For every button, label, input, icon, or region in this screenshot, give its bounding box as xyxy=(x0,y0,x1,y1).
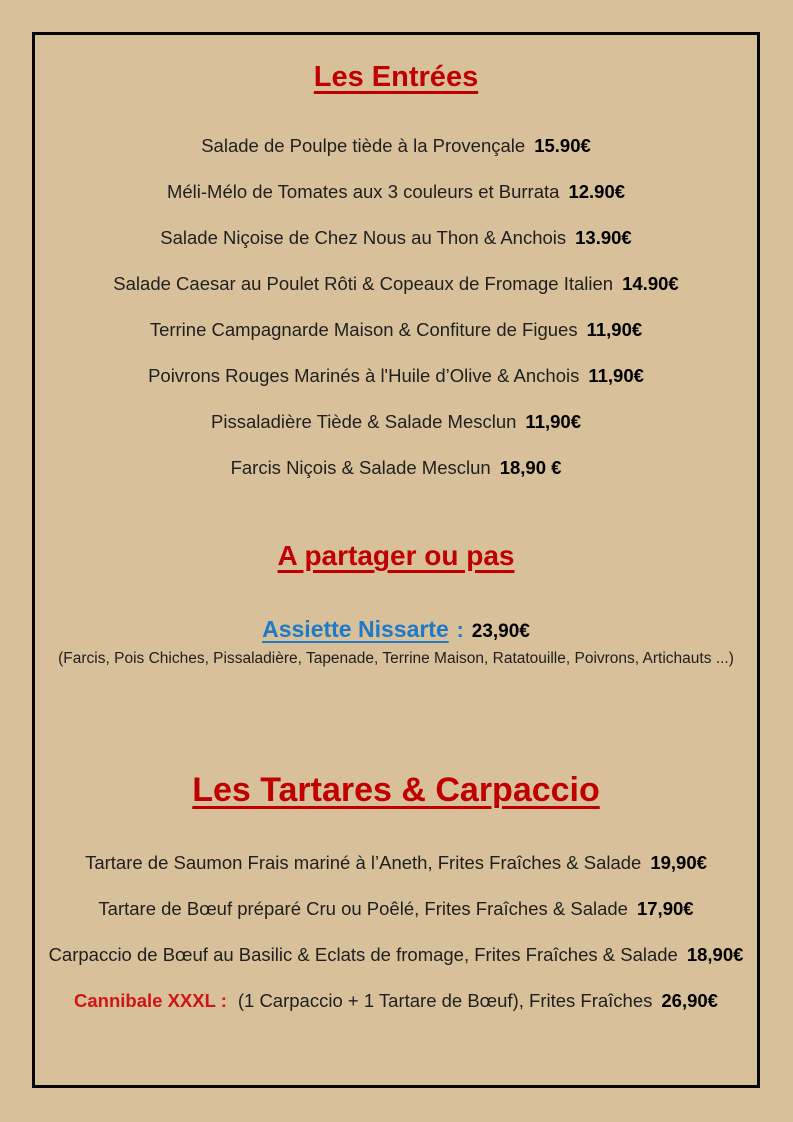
dish-name: Farcis Niçois & Salade Mesclun xyxy=(230,456,491,478)
dish-name: Salade de Poulpe tiède à la Provençale xyxy=(201,134,526,156)
dish-name: (1 Carpaccio + 1 Tartare de Bœuf), Frites Fraîches xyxy=(237,989,653,1011)
section-title-entrees: Les Entrées xyxy=(313,61,479,93)
dish-name: Terrine Campagnarde Maison & Confiture de Figues xyxy=(149,318,578,340)
dish-price: 18,90 € xyxy=(499,456,562,478)
assiette-nissarte-description: (Farcis, Pois Chiches, Pissaladière, Tapenade, Terrine Maison, Ratatouille, Poivrons, Artichauts ...) xyxy=(58,650,734,668)
dish-price: 23,90€ xyxy=(471,621,530,643)
dish-price: 11,90€ xyxy=(586,318,643,340)
dish-name: Salade Caesar au Poulet Rôti & Copeaux de Fromage Italien xyxy=(113,272,614,294)
menu-item-cannibale xyxy=(35,978,757,1024)
menu-item xyxy=(35,307,757,353)
dish-price: 17,90€ xyxy=(636,897,694,919)
dish-price: 14.90€ xyxy=(622,272,679,294)
menu-item xyxy=(35,445,757,491)
dish-price: 18,90€ xyxy=(686,943,744,965)
dish-name: Poivrons Rouges Marinés à l'Huile d’Olive & Anchois xyxy=(148,364,580,386)
dish-name: Méli-Mélo de Tomates aux 3 couleurs et Burrata xyxy=(166,180,560,202)
dish-price: 15.90€ xyxy=(534,134,591,156)
dish-name: Carpaccio de Bœuf au Basilic & Eclats de fromage, Frites Fraîches & Salade xyxy=(48,943,678,965)
menu-item xyxy=(35,261,757,307)
menu-item xyxy=(35,886,757,932)
dish-name: Pissaladière Tiède & Salade Mesclun xyxy=(211,410,517,432)
assiette-nissarte-link[interactable]: Assiette Nissarte xyxy=(262,616,449,643)
menu-item xyxy=(35,840,757,886)
dish-price: 11,90€ xyxy=(588,364,644,386)
menu-item xyxy=(35,932,757,978)
section-title-partager: A partager ou pas xyxy=(277,539,515,571)
dish-name: Tartare de Bœuf préparé Cru ou Poêlé, Frites Fraîches & Salade xyxy=(98,897,628,919)
dish-price: 11,90€ xyxy=(525,410,581,432)
dish-name: Salade Niçoise de Chez Nous au Thon & Anchois xyxy=(160,226,567,248)
colon-separator: : xyxy=(456,619,464,643)
section-title-tartares: Les Tartares & Carpaccio xyxy=(192,771,600,810)
menu-item xyxy=(35,353,757,399)
dish-price: 13.90€ xyxy=(575,226,632,248)
assiette-nissarte-line xyxy=(35,616,757,643)
menu-page-frame xyxy=(32,32,760,1088)
tartares-list xyxy=(35,840,757,1024)
dish-price: 26,90€ xyxy=(661,989,718,1011)
menu-item xyxy=(35,399,757,445)
menu-item xyxy=(35,123,757,169)
dish-price: 12.90€ xyxy=(568,180,626,202)
entrees-list xyxy=(35,123,757,491)
menu-item xyxy=(35,215,757,261)
dish-name: Tartare de Saumon Frais mariné à l’Aneth, Frites Fraîches & Salade xyxy=(85,851,642,873)
dish-price: 19,90€ xyxy=(650,851,707,873)
dish-highlight-label: Cannibale XXXL : xyxy=(74,989,227,1011)
menu-item xyxy=(35,169,757,215)
